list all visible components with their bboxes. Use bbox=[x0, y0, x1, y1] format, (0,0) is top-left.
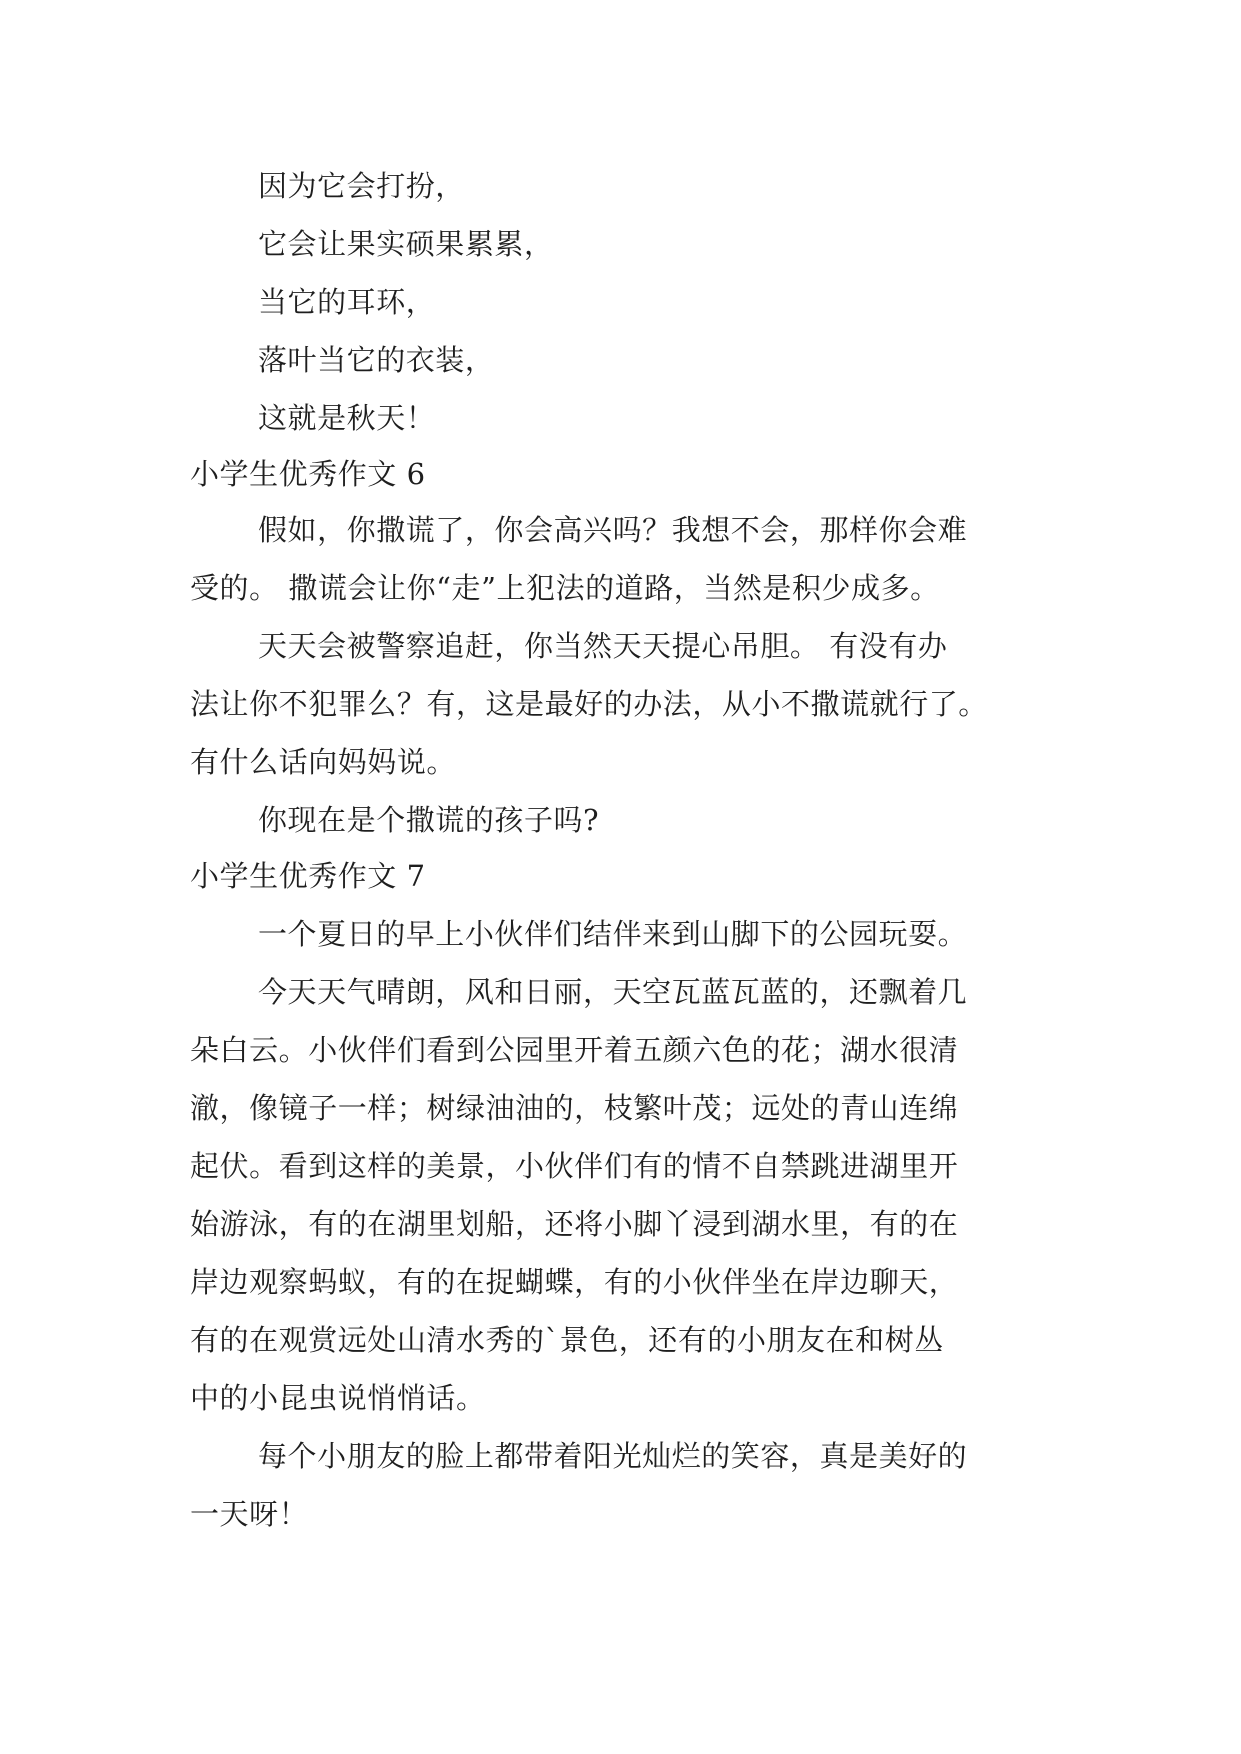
essay-7-heading: 小学生优秀作文 7 bbox=[190, 859, 426, 893]
paragraph-line: 今天天气晴朗，风和日丽，天空瓦蓝瓦蓝的，还飘着几 bbox=[258, 975, 968, 1009]
paragraph-line: 起伏。看到这样的美景，小伙伴们有的情不自禁跳进湖里开 bbox=[190, 1149, 959, 1183]
paragraph-line: 有的在观赏远处山清水秀的`景色，还有的小朋友在和树丛 bbox=[190, 1323, 944, 1357]
paragraph-line: 每个小朋友的脸上都带着阳光灿烂的笑容，真是美好的 bbox=[258, 1439, 968, 1473]
paragraph-line: 一天呀！ bbox=[190, 1497, 309, 1531]
paragraph-line: 始游泳，有的在湖里划船，还将小脚丫浸到湖水里，有的在 bbox=[190, 1207, 959, 1241]
paragraph-line: 你现在是个撒谎的孩子吗? bbox=[258, 803, 600, 837]
essay-6-heading: 小学生优秀作文 6 bbox=[190, 457, 426, 491]
paragraph-line: 假如，你撒谎了，你会高兴吗？我想不会，那样你会难 bbox=[258, 513, 968, 547]
paragraph-line: 天天会被警察追赶，你当然天天提心吊胆。 有没有办 bbox=[258, 629, 948, 663]
poem-line: 当它的耳环， bbox=[258, 285, 436, 319]
poem-line: 它会让果实硕果累累， bbox=[258, 227, 554, 261]
poem-line: 因为它会打扮， bbox=[258, 169, 465, 203]
paragraph-line: 有什么话向妈妈说。 bbox=[190, 745, 456, 779]
poem-line: 这就是秋天！ bbox=[258, 401, 436, 435]
paragraph-line: 澈，像镜子一样；树绿油油的，枝繁叶茂；远处的青山连绵 bbox=[190, 1091, 959, 1125]
paragraph-line: 朵白云。小伙伴们看到公园里开着五颜六色的花；湖水很清 bbox=[190, 1033, 959, 1067]
paragraph-line: 受的。 撒谎会让你“走”上犯法的道路，当然是积少成多。 bbox=[190, 571, 940, 605]
paragraph-line: 中的小昆虫说悄悄话。 bbox=[190, 1381, 486, 1415]
paragraph-line: 法让你不犯罪么？有，这是最好的办法，从小不撒谎就行了。 bbox=[190, 687, 988, 721]
paragraph-line: 一个夏日的早上小伙伴们结伴来到山脚下的公园玩耍。 bbox=[258, 917, 968, 951]
poem-line: 落叶当它的衣装， bbox=[258, 343, 495, 377]
paragraph-line: 岸边观察蚂蚁，有的在捉蝴蝶，有的小伙伴坐在岸边聊天， bbox=[190, 1265, 959, 1299]
